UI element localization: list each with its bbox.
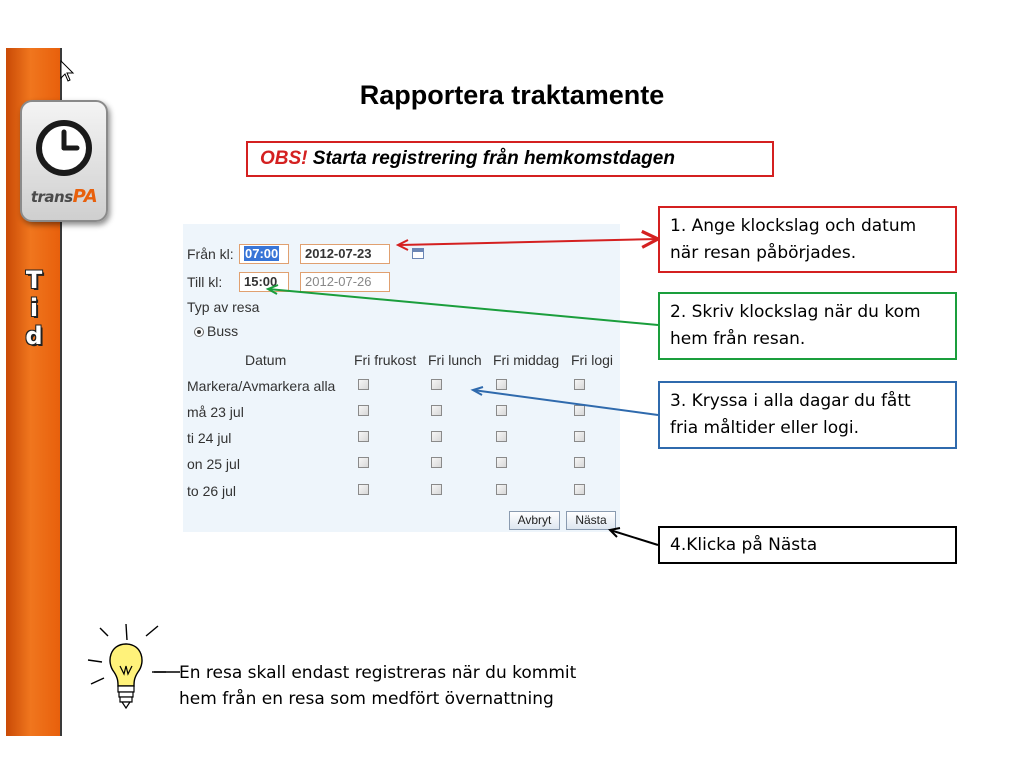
note-step-2: 2. Skriv klockslag när du kom hem från resan. — [658, 292, 957, 360]
arrow-step-1 — [400, 239, 658, 245]
column-header-datum: Datum — [245, 352, 287, 368]
row-label-date: on 25 jul — [187, 456, 240, 472]
to-date-input[interactable]: 2012-07-26 — [300, 272, 390, 292]
column-header-fri-frukost: Fri frukost — [354, 352, 417, 368]
obs-text: Starta registrering från hemkomstdagen — [307, 148, 675, 169]
row-label-date: må 23 jul — [187, 404, 244, 420]
column-header-fri-lunch: Fri lunch — [428, 352, 482, 368]
column-header-fri-middag: Fri middag — [493, 352, 560, 368]
sidebar-letter: T — [25, 266, 43, 294]
arrow-step-2 — [268, 289, 658, 325]
note-step-1: 1. Ange klockslag och datum när resan påbörjades. — [658, 206, 957, 273]
tip-line-2: hem från en resa som medfört övernattning — [179, 689, 554, 709]
row-label-toggle-all: Markera/Avmarkera alla — [187, 378, 336, 394]
sidebar-letter: i — [29, 294, 39, 322]
cancel-button[interactable]: Avbryt — [509, 511, 560, 530]
row-label-date: to 26 jul — [187, 483, 237, 499]
arrow-step-3 — [473, 390, 658, 415]
page-title: Rapportera traktamente — [359, 80, 665, 110]
tip-text — [179, 660, 639, 712]
logo-brand-text: transPA — [30, 186, 98, 207]
column-header-fri-logi: Fri logi — [571, 352, 614, 368]
to-time-label: Till kl: — [187, 274, 223, 290]
note-step-3: 3. Kryssa i alla dagar du fått fria måltider eller logi. — [658, 381, 957, 449]
sidebar-letter: d — [25, 322, 43, 350]
from-date-input[interactable]: 2012-07-23 — [300, 244, 390, 264]
tip-line-1: En resa skall endast registreras när du kommit — [179, 663, 577, 683]
from-time-label: Från kl: — [187, 246, 234, 262]
row-label-date: ti 24 jul — [187, 430, 232, 446]
bus-radio-label: Buss — [207, 323, 239, 339]
next-button[interactable]: Nästa — [566, 511, 616, 530]
note-step-4: 4.Klicka på Nästa — [658, 526, 957, 564]
trip-type-label: Typ av resa — [187, 299, 260, 315]
from-time-input[interactable]: 07:00 — [239, 244, 289, 264]
arrow-step-4 — [610, 530, 658, 545]
to-time-input[interactable]: 15:00 — [239, 272, 289, 292]
lightbulb-icon — [86, 622, 180, 718]
obs-prefix: OBS! — [260, 148, 308, 169]
